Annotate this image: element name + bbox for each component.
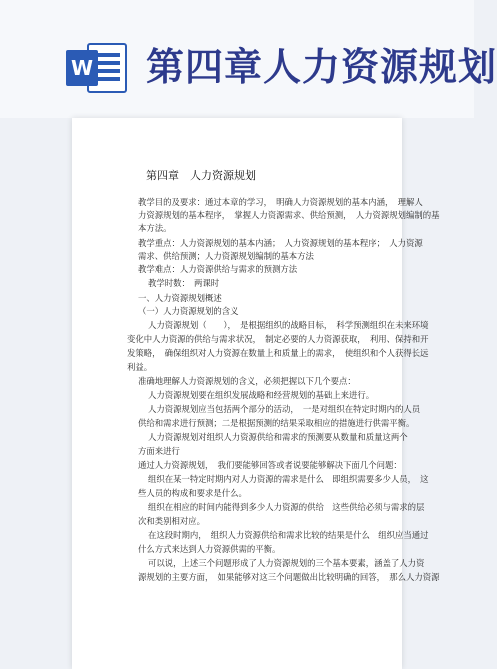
document-line: 人力资源规划（ ）， 是根据组织的战略目标， 科学预测组织在未来环境 (148, 320, 429, 330)
document-page (72, 118, 440, 669)
document-line: 教学目的及要求：通过本章的学习， 明确人力资源规划的基本内涵， 理解人 (138, 197, 423, 207)
document-line: 教学重点：人力资源规划的基本内涵； 人力资源规划的基本程序； 人力资源 (138, 238, 423, 248)
document-line: 在这段时期内， 组织人力资源供给和需求比较的结果是什么 组织应当通过 (148, 530, 429, 540)
document-line: 力资源规划的基本程序， 掌握人力资源需求、供给预测， 人力资源规划编制的基 (138, 210, 440, 220)
document-line: 什么方式来达到人力资源供需的平衡。 (138, 544, 281, 554)
document-line: 人力资源规划对组织人力资源供给和需求的预测要从数量和质量这两个 (148, 432, 408, 442)
word-icon-letter: W (70, 56, 94, 80)
document-line: 些人员的构成和要求是什么。 (138, 488, 247, 498)
document-line: 人力资源规划应当包括两个部分的活动， 一是对组织在特定时期内的人员 (148, 404, 421, 414)
document-line: 组织在某一特定时期内对人力资源的需求是什么 即组织需要多少人员， 这 (148, 474, 429, 484)
document-line: 需求、供给预测；人力资源规划编制的基本方法 (138, 251, 314, 261)
document-line: 一、人力资源规划概述 (138, 293, 222, 303)
document-line: （一）人力资源规划的含义 (138, 306, 239, 316)
document-line: 发策略， 确保组织对人力资源在数量上和质量上的需求， 使组织和个人获得长远 (127, 348, 429, 358)
document-line: 供给和需求进行预测；二是根据预测的结果采取相应的措施进行供需平衡。 (138, 418, 415, 428)
banner-title: 第四章人力资源规划 (146, 45, 497, 89)
document-line: 通过人力资源规划， 我们要能够回答或者说要能够解决下面几个问题： (138, 460, 402, 470)
document-line: 本方法。 (138, 223, 172, 233)
document-line: 利益。 (127, 362, 153, 372)
document-heading: 第四章 人力资源规划 (146, 169, 256, 182)
document-line: 教学时数： 两课时 (148, 278, 220, 288)
document-line: 次和类别相对应。 (138, 516, 205, 526)
document-line: 可以说，上述三个问题形成了人力资源规划的三个基本要素，涵盖了人力资 (148, 558, 425, 568)
document-line: 方面来进行 (138, 446, 180, 456)
word-document-icon (64, 40, 128, 96)
document-line: 准确地理解人力资源规划的含义，必须把握以下几个要点： (138, 376, 356, 386)
banner-header (0, 0, 497, 118)
document-line: 源规划的主要方面， 如果能够对这三个问题做出比较明确的回答， 那么人力资源 (138, 572, 440, 582)
document-line: 变化中人力资源的供给与需求状况， 制定必要的人力资源获取， 利用、保持和开 (127, 334, 429, 344)
document-line: 人力资源规划要在组织发展战略和经营规划的基础上来进行。 (148, 390, 375, 400)
document-line: 教学难点：人力资源供给与需求的预测方法 (138, 264, 298, 274)
document-line: 组织在相应的时间内能得到多少人力资源的供给 这些供给必须与需求的层 (148, 502, 425, 512)
